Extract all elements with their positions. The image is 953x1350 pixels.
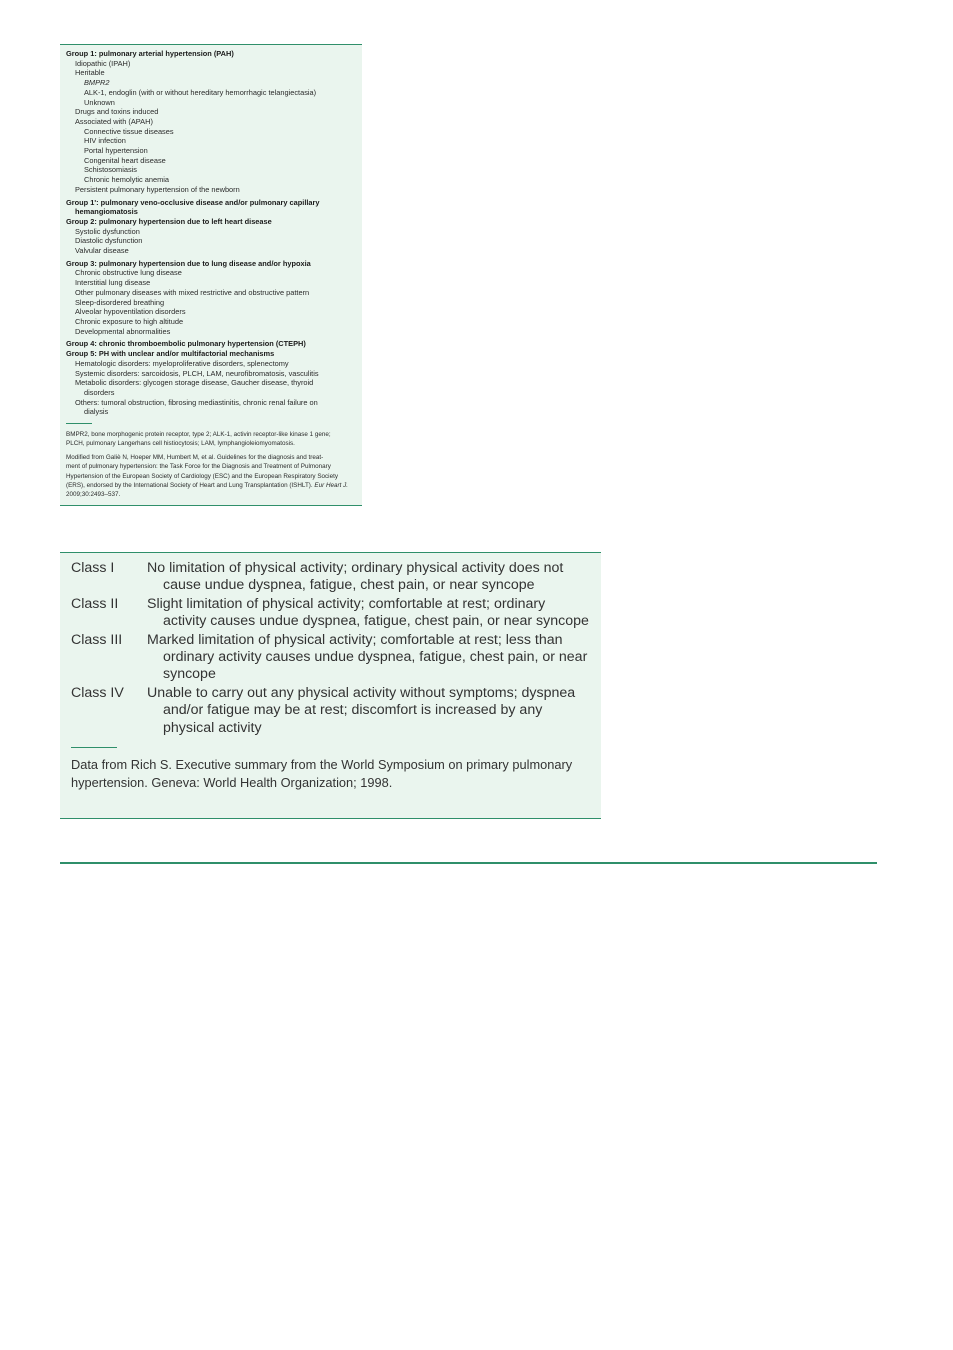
group-4-heading: Group 4: chronic thromboembolic pulmonary hypertension (CTEPH) xyxy=(66,339,306,349)
list-item: Diastolic dysfunction xyxy=(75,236,143,246)
list-item: Portal hypertension xyxy=(84,146,148,156)
list-item: HIV infection xyxy=(84,136,126,146)
class-label: Class IV xyxy=(71,684,124,701)
class-label: Class II xyxy=(71,595,119,612)
source-line: ment of pulmonary hypertension: the Task Force for the Diagnosis and Treatment of Pulmonary xyxy=(66,463,331,471)
abbreviations-note xyxy=(66,430,362,449)
list-item: Systolic dysfunction xyxy=(75,226,140,236)
source-line: 2009;30:2493–537. xyxy=(66,491,121,499)
table-row xyxy=(71,632,591,684)
list-item: Associated with (APAH) xyxy=(75,116,153,126)
list-item: Hematologic disorders: myeloproliferative disorders, splenectomy xyxy=(75,358,289,368)
list-item: Interstitial lung disease xyxy=(75,278,151,288)
class-description: Slight limitation of physical activity; comfortable at rest; ordinary activity causes undue dyspnea, fatigue, chest pain, or near syncope xyxy=(147,595,589,630)
table-row xyxy=(71,685,591,737)
list-item: Systemic disorders: sarcoidosis, PLCH, LAM, neurofibromatosis, vasculitis xyxy=(75,368,319,378)
list-item: Chronic hemolytic anemia xyxy=(84,175,170,185)
table-row xyxy=(71,560,591,595)
list-item: Valvular disease xyxy=(75,246,129,256)
list-item: Sleep-disordered breathing xyxy=(75,297,165,307)
list-item: Idiopathic (IPAH) xyxy=(75,58,131,68)
source-text: (ERS), endorsed by the International Society of Heart and Lung Transplantation (ISHLT). xyxy=(66,482,313,490)
source-line: Hypertension of the European Society of Cardiology (ESC) and the European Respiratory Society xyxy=(66,472,338,480)
source-line xyxy=(66,481,356,490)
abbreviations-line: BMPR2, bone morphogenic protein receptor, type 2; ALK-1, activin receptor-like kinase 1 gene; xyxy=(66,431,331,439)
list-item: Metabolic disorders: glycogen storage disease, Gaucher disease, thyroid xyxy=(75,378,314,388)
group-1-heading: Group 1: pulmonary arterial hypertension (PAH) xyxy=(66,49,234,58)
list-item: Connective tissue diseases xyxy=(84,126,174,136)
list-item: Other pulmonary diseases with mixed restrictive and obstructive pattern xyxy=(75,287,310,297)
list-item: Others: tumoral obstruction, fibrosing mediastinitis, chronic renal failure on xyxy=(75,397,318,407)
list-item: Persistent pulmonary hypertension of the newborn xyxy=(75,184,240,194)
class-label: Class I xyxy=(71,560,115,576)
group-3-heading: Group 3: pulmonary hypertension due to lung disease and/or hypoxia xyxy=(66,258,311,268)
page-divider xyxy=(60,862,877,864)
group-1-prime-heading: Group 1': pulmonary veno-occlusive disease and/or pulmonary capillary xyxy=(66,197,320,207)
source-note xyxy=(66,453,362,500)
group-1-prime-heading-continued: hemangiomatosis xyxy=(75,207,138,217)
class-description: No limitation of physical activity; ordinary physical activity does not cause undue dyspnea, fatigue, chest pain, or near syncope xyxy=(147,560,564,594)
list-item: Drugs and toxins induced xyxy=(75,107,159,117)
class-label: Class III xyxy=(71,631,123,648)
footnote-divider xyxy=(66,423,92,424)
source-line: Data from Rich S. Executive summary from the World Symposium on primary pulmonary xyxy=(71,757,573,773)
list-item: Developmental abnormalities xyxy=(75,326,171,336)
source-line: hypertension. Geneva: World Health Organization; 1998. xyxy=(71,775,393,791)
functional-class-table xyxy=(60,552,601,819)
source-note xyxy=(71,756,591,792)
list-item: Alveolar hypoventilation disorders xyxy=(75,307,186,317)
list-item-continued: disorders xyxy=(84,387,115,397)
list-item xyxy=(66,78,362,88)
list-item: Unknown xyxy=(84,97,115,107)
list-item: Congenital heart disease xyxy=(84,155,166,165)
group-5-heading: Group 5: PH with unclear and/or multifactorial mechanisms xyxy=(66,349,275,359)
source-line: Modified from Galiè N, Hoeper MM, Humbert M, et al. Guidelines for the diagnosis and treat- xyxy=(66,453,324,461)
class-description: Unable to carry out any physical activity without symptoms; dyspnea and/or fatigue may be at rest; discomfort is increased by any physical activity xyxy=(147,684,576,736)
pulmonary-hypertension-classification-table xyxy=(60,44,362,506)
group-2-heading: Group 2: pulmonary hypertension due to left heart disease xyxy=(66,216,272,226)
list-item: Heritable xyxy=(75,68,105,78)
footnote-divider xyxy=(71,747,117,748)
abbreviations-line: PLCH, pulmonary Langerhans cell histiocytosis; LAM, lymphangioleiomyomatosis. xyxy=(66,440,295,448)
list-item: Schistosomiasis xyxy=(84,165,137,175)
list-item: ALK-1, endoglin (with or without hereditary hemorrhagic telangiectasia) xyxy=(84,87,317,97)
list-item: Chronic exposure to high altitude xyxy=(75,316,184,326)
gene-name: BMPR2 xyxy=(84,78,110,88)
table-row xyxy=(71,596,591,631)
list-item-continued: dialysis xyxy=(84,407,109,417)
journal-name: Eur Heart J. xyxy=(314,482,348,490)
class-description: Marked limitation of physical activity; comfortable at rest; less than ordinary activity causes undue dyspnea, fatigue, chest pain, or near syncope xyxy=(147,631,588,683)
list-item: Chronic obstructive lung disease xyxy=(75,268,182,278)
